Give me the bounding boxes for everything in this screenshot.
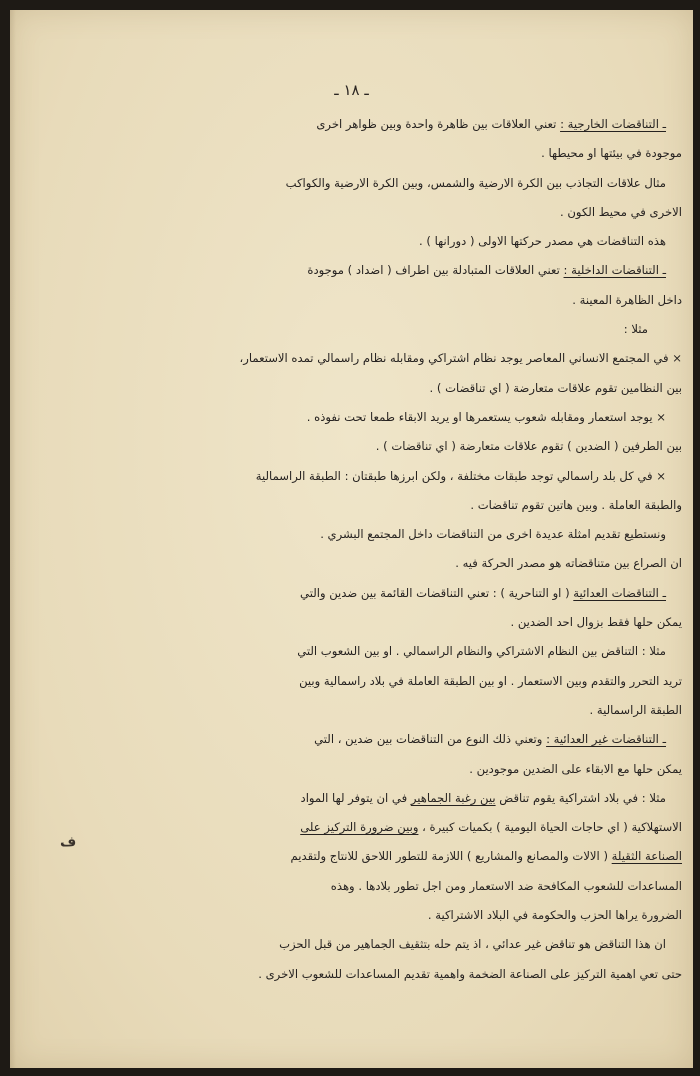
text-line: بين الطرفين ( الضدين ) تقوم علاقات متعارضة ( اي تناقضات ) . xyxy=(375,439,682,454)
section-heading-internal: ـ التناقضات الداخلية : xyxy=(563,263,666,278)
text-line: مثال علاقات التجاذب بين الكرة الارضية والشمس، وبين الكرة الارضية والكواكب xyxy=(285,175,666,190)
text-line: داخل الظاهرة المعينة . xyxy=(572,292,682,307)
text-line: ـ التناقضات غير العدائية : وتعني ذلك النوع من التناقضات بين ضدين ، التي xyxy=(314,732,666,747)
text-line: ان هذا التناقض هو تناقض غير عدائي ، اذ يتم حله بتثقيف الجماهير من قبل الحزب xyxy=(279,937,666,952)
text-line: الصناعة الثقيلة ( الالات والمصانع والمشاريع ) اللازمة للتطور اللاحق للانتاج ولتقديم xyxy=(290,849,682,864)
body-text xyxy=(102,110,682,989)
text-line: حتى تعي اهمية التركيز على الصناعة الضخمة واهمية تقديم المساعدات للشعوب الاخرى . xyxy=(258,966,682,981)
text-line: يمكن حلها مع الابقاء على الضدين موجودين . xyxy=(469,761,682,776)
document-page xyxy=(10,10,693,1068)
text-line: × في كل بلد راسمالي توجد طبقات مختلفة ، ولكن ابرزها طبقتان : الطبقة الراسمالية xyxy=(255,468,666,483)
section-heading-non-antagonistic: ـ التناقضات غير العدائية : xyxy=(546,732,666,747)
text-line: هذه التناقضات هي مصدر حركتها الاولى ( دورانها ) . xyxy=(419,234,666,249)
text-line: ـ التناقضات الداخلية : تعني العلاقات المتبادلة بين اطراف ( اضداد ) موجودة xyxy=(307,263,666,278)
text-line: ـ التناقضات العدائية ( او التناحرية ) : تعني التناقضات القائمة بين ضدين والتي xyxy=(300,585,666,600)
page-number: ـ ١٨ ـ xyxy=(334,81,369,99)
text-line: الضرورة يراها الحزب والحكومة في البلاد الاشتراكية . xyxy=(427,908,682,923)
text-line: بين النظامين تقوم علاقات متعارضة ( اي تناقضات ) . xyxy=(429,380,682,395)
text-line: × في المجتمع الانساني المعاصر يوجد نظام اشتراكي ومقابله نظام راسمالي تمده الاستعمار، xyxy=(239,351,682,366)
section-heading-antagonistic: ـ التناقضات العدائية xyxy=(573,585,666,600)
text-line: ـ التناقضات الخارجية : تعني العلاقات بين ظاهرة واحدة وبين ظواهر اخرى xyxy=(316,117,666,131)
text-line: مثلا : في بلاد اشتراكية يقوم تناقض بين رغبة الجماهير في ان يتوفر لها المواد xyxy=(300,790,666,805)
underlined-phrase: بين رغبة الجماهير xyxy=(410,790,496,805)
page-edge-shadow xyxy=(10,10,16,1068)
text-line: مثلا : التناقض بين النظام الاشتراكي والنظام الراسمالي . او بين الشعوب التي xyxy=(297,644,666,659)
text-line: المساعدات للشعوب المكافحة ضد الاستعمار ومن اجل تطور بلادها . وهذه xyxy=(330,878,682,893)
text-line: الاخرى في محيط الكون . xyxy=(560,204,682,219)
underlined-phrase: الصناعة الثقيلة xyxy=(611,849,682,864)
margin-annotation: ف xyxy=(60,834,77,850)
text-line: ان الصراع بين متناقضاته هو مصدر الحركة فيه . xyxy=(455,556,682,571)
underlined-phrase: وبين ضرورة التركيز على xyxy=(300,820,419,835)
text-line: تريد التحرر والتقدم وبين الاستعمار . او بين الطبقة العاملة في بلاد راسمالية وبين xyxy=(299,673,682,688)
text-line: مثلا : xyxy=(623,322,648,337)
section-heading-external: ـ التناقضات الخارجية : xyxy=(560,117,666,131)
text-line: يمكن حلها فقط بزوال احد الضدين . xyxy=(510,615,682,630)
text-line: والطبقة العاملة . وبين هاتين تقوم تناقضات . xyxy=(470,497,682,512)
text-line: موجودة في بيئتها او محيطها . xyxy=(541,146,682,161)
text-line: ونستطيع تقديم امثلة عديدة اخرى من التناقضات داخل المجتمع البشري . xyxy=(320,527,666,542)
text-line: الاستهلاكية ( اي حاجات الحياة اليومية ) بكميات كبيرة ، وبين ضرورة التركيز على xyxy=(300,820,682,835)
text-line: × يوجد استعمار ومقابله شعوب يستعمرها او يريد الابقاء طمعا تحت نفوذه . xyxy=(306,409,666,424)
text-line: الطبقة الراسمالية . xyxy=(589,702,682,717)
